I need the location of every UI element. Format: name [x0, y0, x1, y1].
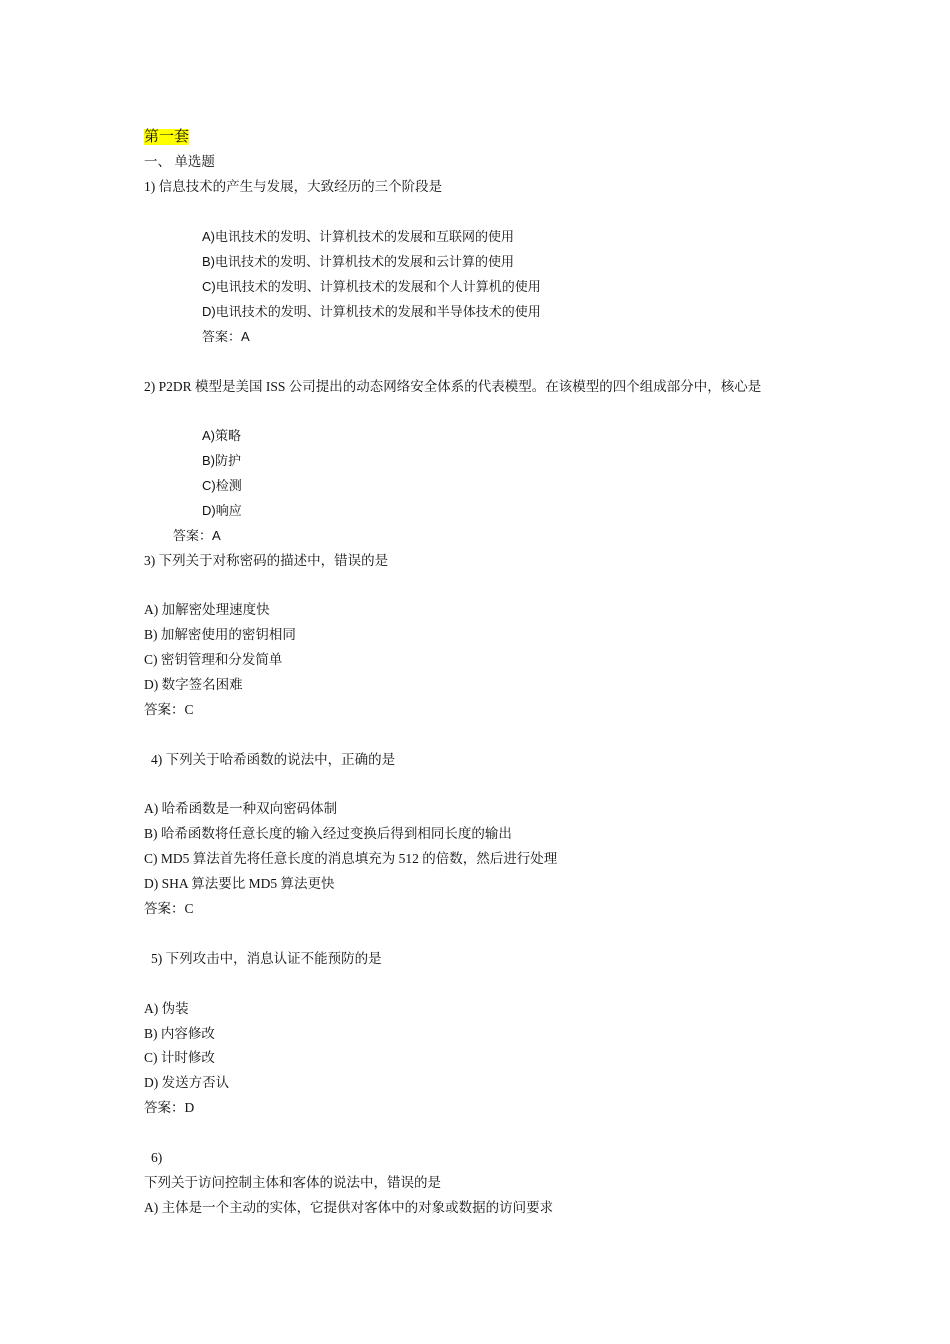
question-4-option-b: B) 哈希函数将任意长度的输入经过变换后得到相同长度的输出 [144, 826, 512, 841]
question-5-option-a: A) 伪装 [144, 1001, 189, 1016]
set-title-highlight: 第一套 [144, 129, 190, 145]
question-2-option-a: A)策略 [202, 428, 242, 443]
question-1-stem: 1) 信息技术的产生与发展，大致经历的三个阶段是 [144, 179, 443, 194]
question-4-stem: 4) 下列关于哈希函数的说法中，正确的是 [151, 752, 396, 767]
question-1-answer: 答案：A [202, 329, 250, 344]
question-3-option-d: D) 数字签名困难 [144, 677, 243, 692]
question-3-answer: 答案：C [144, 702, 194, 717]
question-4-option-d: D) SHA 算法要比 MD5 算法更快 [144, 876, 335, 891]
set-title [144, 128, 189, 146]
question-2-option-c: C)检测 [202, 478, 242, 493]
question-1-option-b: B)电讯技术的发明、计算机技术的发展和云计算的使用 [202, 254, 515, 269]
question-3-option-c: C) 密钥管理和分发简单 [144, 652, 283, 667]
question-5-option-b: B) 内容修改 [144, 1026, 215, 1041]
question-5-answer: 答案：D [144, 1100, 195, 1115]
section-title: 一、 单选题 [144, 154, 215, 169]
question-2-option-d: D)响应 [202, 503, 242, 518]
question-3-option-a: A) 加解密处理速度快 [144, 602, 270, 617]
question-5-option-d: D) 发送方否认 [144, 1075, 230, 1090]
question-6-stem: 下列关于访问控制主体和客体的说法中，错误的是 [144, 1175, 441, 1190]
question-2-option-b: B)防护 [202, 453, 242, 468]
question-3-option-b: B) 加解密使用的密钥相同 [144, 627, 296, 642]
question-2-answer: 答案：A [173, 528, 221, 543]
question-1-option-a: A)电讯技术的发明、计算机技术的发展和互联网的使用 [202, 229, 515, 244]
question-1-option-c: C)电讯技术的发明、计算机技术的发展和个人计算机的使用 [202, 279, 541, 294]
question-3-stem: 3) 下列关于对称密码的描述中，错误的是 [144, 553, 389, 568]
question-4-answer: 答案：C [144, 901, 194, 916]
question-4-option-c: C) MD5 算法首先将任意长度的消息填充为 512 的倍数，然后进行处理 [144, 851, 558, 866]
question-4-option-a: A) 哈希函数是一种双向密码体制 [144, 801, 338, 816]
question-5-option-c: C) 计时修改 [144, 1050, 215, 1065]
question-2-stem: 2) P2DR 模型是美国 ISS 公司提出的动态网络安全体系的代表模型。在该模型的四个组成部分中，核心是 [144, 379, 762, 394]
question-5-stem: 5) 下列攻击中，消息认证不能预防的是 [151, 951, 382, 966]
question-6-option-a: A) 主体是一个主动的实体，它提供对客体中的对象或数据的访问要求 [144, 1200, 554, 1215]
question-1-option-d: D)电讯技术的发明、计算机技术的发展和半导体技术的使用 [202, 304, 541, 319]
question-6-number: 6) [151, 1150, 163, 1165]
